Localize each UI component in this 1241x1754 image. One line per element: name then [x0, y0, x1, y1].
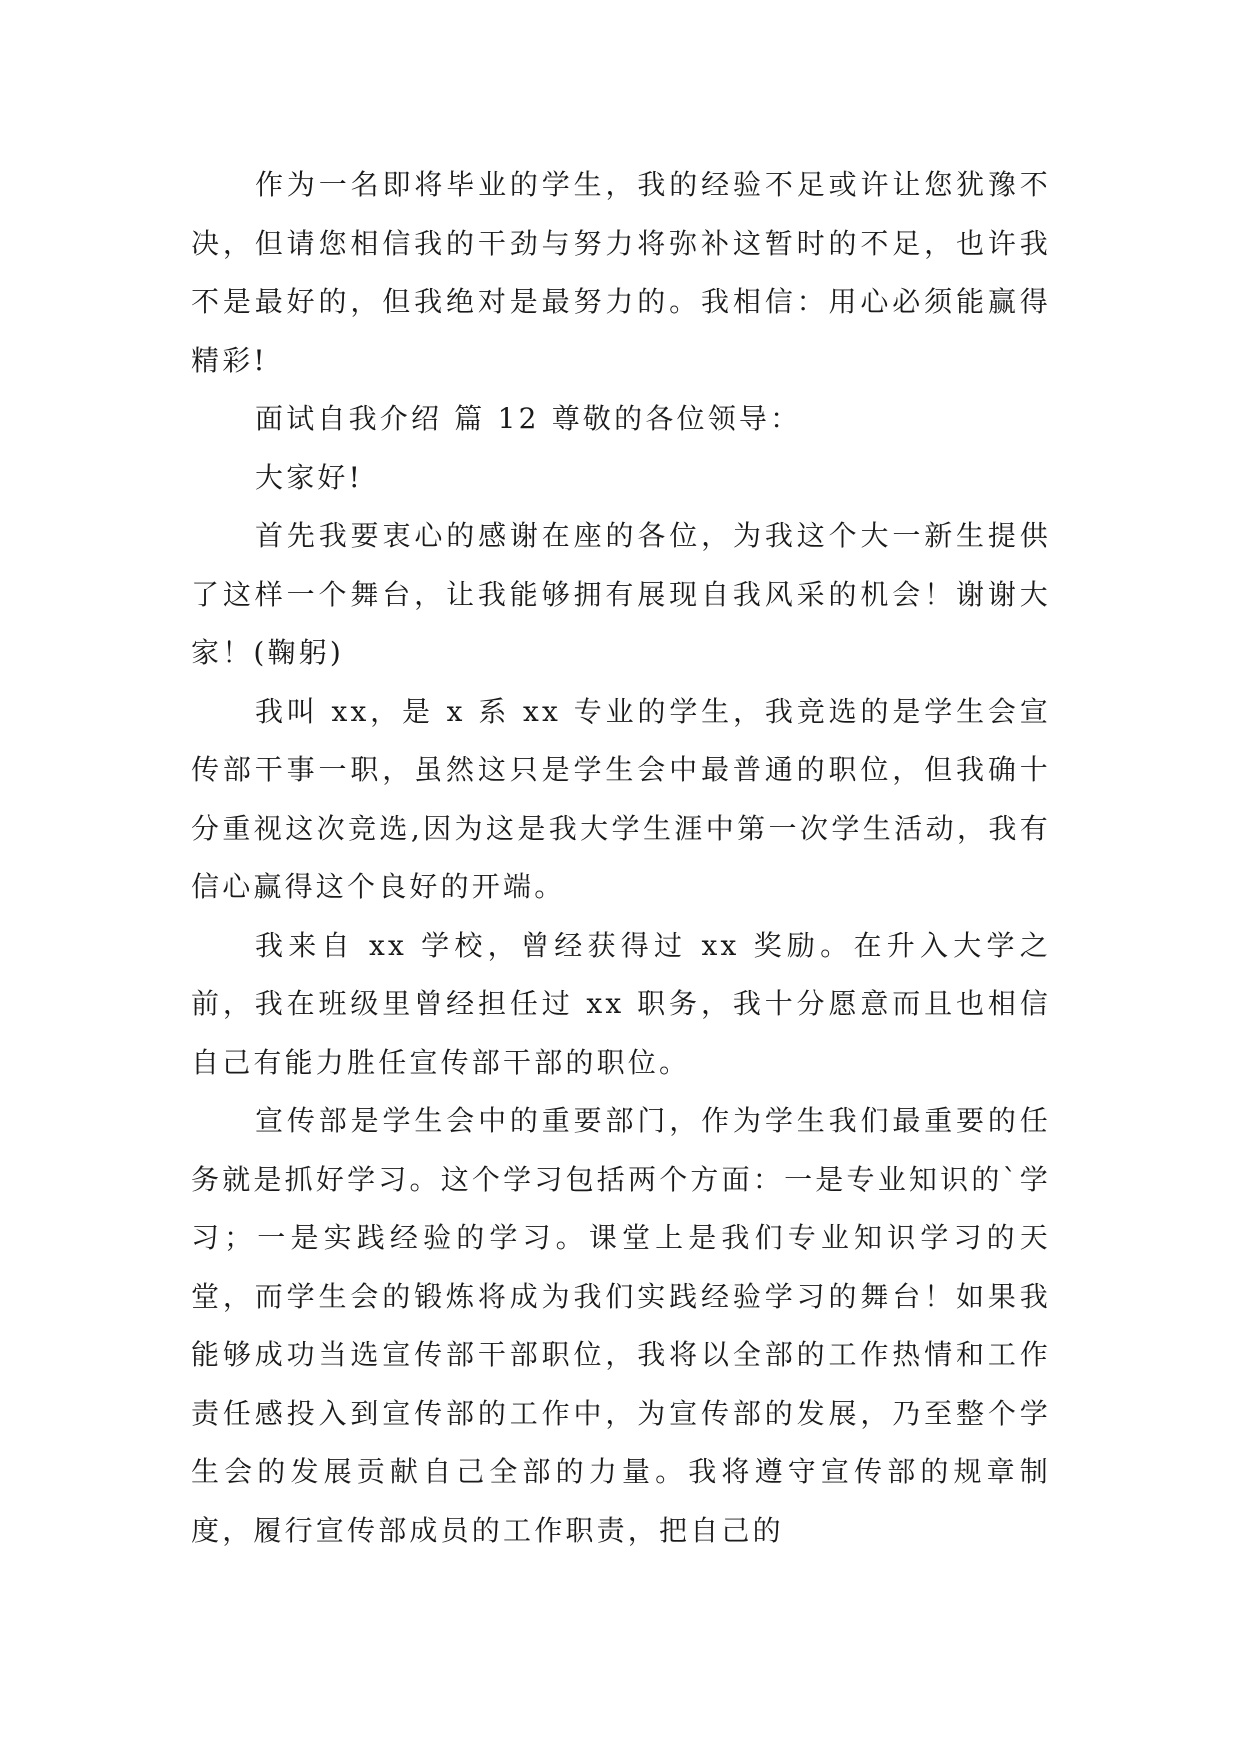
paragraph-self-introduction: 我叫 xx，是 x 系 xx 专业的学生，我竞选的是学生会宣传部干事一职，虽然这只是学生会中最普通的职位，但我确十分重视这次竞选,因为这是我大学生涯中第一次学生活动，我有信心赢得这个良好的开端。	[191, 694, 1051, 903]
paragraph-thanks: 首先我要衷心的感谢在座的各位，为我这个大一新生提供了这样一个舞台，让我能够拥有展现自我风采的机会！谢谢大家！(鞠躬)	[191, 519, 1051, 669]
document-body	[191, 156, 1051, 1560]
paragraph-department-plan: 宣传部是学生会中的重要部门，作为学生我们最重要的任务就是抓好学习。这个学习包括两个方面：一是专业知识的`学习；一是实践经验的学习。课堂上是我们专业知识学习的天堂，而学生会的锻炼将成为我们实践经验学习的舞台！如果我能够成功当选宣传部干部职位，我将以全部的工作热情和工作责任感投入到宣传部的工作中，为宣传部的发展，乃至整个学生会的发展贡献自己全部的力量。我将遵守宣传部的规章制度，履行宣传部成员的工作职责，把自己的	[191, 1104, 1051, 1547]
paragraph-graduate-statement: 作为一名即将毕业的学生，我的经验不足或许让您犹豫不决，但请您相信我的干劲与努力将弥补这暂时的不足，也许我不是最好的，但我绝对是最努力的。我相信：用心必须能赢得精彩!	[191, 168, 1051, 377]
paragraph-section-heading: 面试自我介绍 篇 12 尊敬的各位领导：	[255, 402, 802, 435]
paragraph-background: 我来自 xx 学校，曾经获得过 xx 奖励。在升入大学之前，我在班级里曾经担任过 xx 职务，我十分愿意而且也相信自己有能力胜任宣传部干部的职位。	[191, 928, 1051, 1079]
paragraph-greeting: 大家好!	[255, 460, 364, 494]
